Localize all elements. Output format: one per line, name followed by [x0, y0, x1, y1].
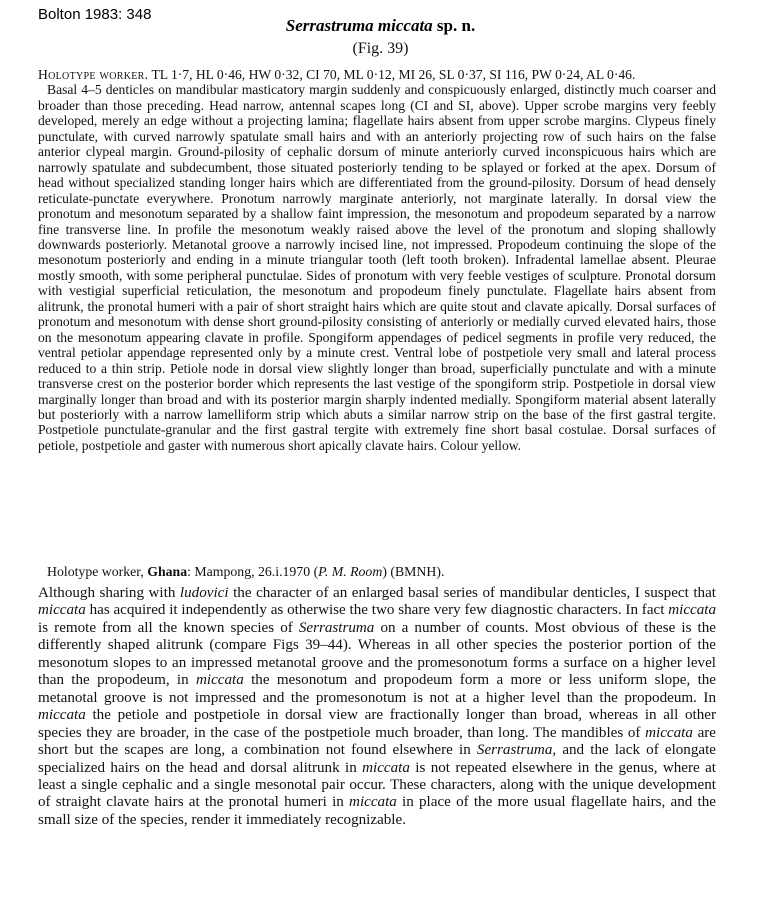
disc-text: are short but the scapes are long, a combination not found elsewhere in [38, 724, 716, 759]
species-description [38, 67, 716, 453]
disc-taxon: miccata [38, 707, 86, 724]
citation: Bolton 1983: 348 [38, 6, 152, 23]
disc-text: is remote from all the known species of [38, 619, 299, 636]
holotype-locality: : Mampong, 26.i.1970 ( [187, 564, 319, 579]
species-title [0, 16, 761, 36]
disc-text: has acquired it independently as otherwise the two share very few diagnostic characters. In fact [85, 602, 669, 619]
holotype-label: Holotype worker. [38, 67, 149, 82]
measurements-line [38, 67, 716, 82]
disc-taxon: Serrastruma [298, 619, 375, 636]
discussion-paragraph [38, 585, 716, 829]
holotype-depository: ) (BMNH). [382, 564, 445, 579]
disc-taxon: miccata [195, 672, 244, 689]
holotype-line [38, 564, 716, 580]
disc-taxon: miccata [645, 724, 693, 741]
species-name: Serrastruma miccata [285, 16, 433, 35]
holotype-collector: P. M. Room [318, 564, 383, 579]
disc-text: the character of an enlarged basal series of mandibular denticles, I suspect that [228, 585, 716, 601]
disc-taxon: miccata [668, 602, 716, 619]
disc-taxon: miccata [349, 794, 397, 811]
measurements: TL 1·7, HL 0·46, HW 0·32, CI 70, ML 0·12, MI 26, SL 0·37, SI 116, PW 0·24, AL 0·46. [148, 67, 636, 82]
holotype-country: Ghana [147, 564, 188, 579]
discussion [38, 585, 716, 829]
disc-text: on a number of counts. Most obvious of these is the differently shaped alitrunk (compare Figs 39–44). Whereas in all other species the posterior portion of the mesonotum slopes to an impressed metanotal groove and the promesonotum forms a surface on a higher level than the propodeum, in [38, 619, 716, 689]
figure-reference: (Fig. 39) [352, 40, 409, 57]
disc-text: , and the lack of elongate specialized hairs on the head and dorsal alitrunk in [38, 742, 716, 776]
disc-text: the petiole and postpetiole in dorsal view are fractionally longer than broad, whereas in all other species they are broader, in the case of the postpetiole much broader, than long. The mandibles of [38, 707, 716, 741]
disc-taxon: ludovici [179, 585, 229, 601]
species-status: sp. n. [432, 16, 476, 35]
disc-taxon: Serrastruma [476, 742, 553, 759]
disc-text: Although sharing with [38, 585, 180, 601]
disc-text: the mesonotum and propodeum form a more or less uniform slope, the metanotal groove is not impressed and the promesonotum is not at a higher level than the propodeum. In [38, 672, 717, 706]
holotype-prefix: Holotype worker, [47, 564, 148, 579]
description-body: Basal 4–5 denticles on mandibular masticatory margin suddenly and conspicuously enlarged, distinctly much coarser and broader than those preceding. Head narrow, antennal scapes long (CI and SI, above). Upper scrobe margins very feebly developed, merely an edge without a projecting lamina; flagellate hairs absent from upper scrobe margins. Clypeus finely punctulate, with curved narrowly spatulate small hairs and with an anteriorly projecting row of such hairs on the false anterior clypeal margin. Ground-pilosity of cephalic dorsum of minute anteriorly curved inconspicuous hairs which are narrowly spatulate and subdecumbent, those situated posteriorly tending to be splayed or forked at the apex. Dorsum of head without specialized standing longer hairs which are differentiated from the ground-pilosity. Dorsum of head densely reticulate-punctate everywhere. Pronotum narrowly marginate anteriorly, not marginate laterally. In dorsal view the pronotum and mesonotum separated by a shallow faint impression, the mesonotum and propodeum separated by a narrow fine transverse line. In profile the mesonotum weakly raised above the level of the pronotum and sloping shallowly downwards posteriorly. Metanotal groove a narrowly incised line, not impressed. Propodeum continuing the slope of the mesonotum posteriorly and ending in a minute triangular tooth (left tooth broken). Infradental lamellae absent. Pleurae mostly smooth, with some peripheral punctulae. Sides of pronotum with very feeble vestiges of sculpture. Pronotal dorsum with vestigial superficial reticulation, the mesonotum and propodeum finely punctulate. Flagellate hairs absent from alitrunk, the pronotal humeri with a pair of short straight hairs which are quite stout and clavate apically. Dorsal surfaces of pronotum and mesonotum with dense short ground-pilosity consisting of anteriorly or medially curved elevated hairs, those on the mesonotum appearing clavate in profile. Spongiform appendages of pedicel segments in profile very reduced, the ventral petiolar appendage represented only by a minute crest. Ventral lobe of postpetiole very small and lateral process reduced to a thin strip. Petiole node in dorsal view slightly longer than broad, superficially punctulate and with a minute transverse crest on the posterior border which represents the last vestige of the spongiform strip. Postpetiole in dorsal view marginally longer than broad and with its posterior margin sharply indented medially. Spongiform material absent laterally but posteriorly with a narrow lamelliform strip which abuts a similar narrow strip on the base of the first gastral tergite. Postpetiole punctulate-granular and the first gastral tergite with extremely fine short basal costulae. Dorsal surfaces of petiole, postpetiole and gaster with numerous short apically clavate hairs. Colour yellow. [38, 82, 716, 453]
disc-text: in place of the more usual flagellate hairs, and the small size of the species, render it immediately recognizable. [38, 794, 716, 828]
disc-text: is not repeated elsewhere in the genus, where at least a single cephalic and a single mesonotal pair occur. These characters, along with the unique development of straight clavate hairs at the pronotal humeri in [38, 759, 716, 811]
disc-taxon: miccata [38, 602, 86, 619]
disc-taxon: miccata [362, 759, 410, 776]
